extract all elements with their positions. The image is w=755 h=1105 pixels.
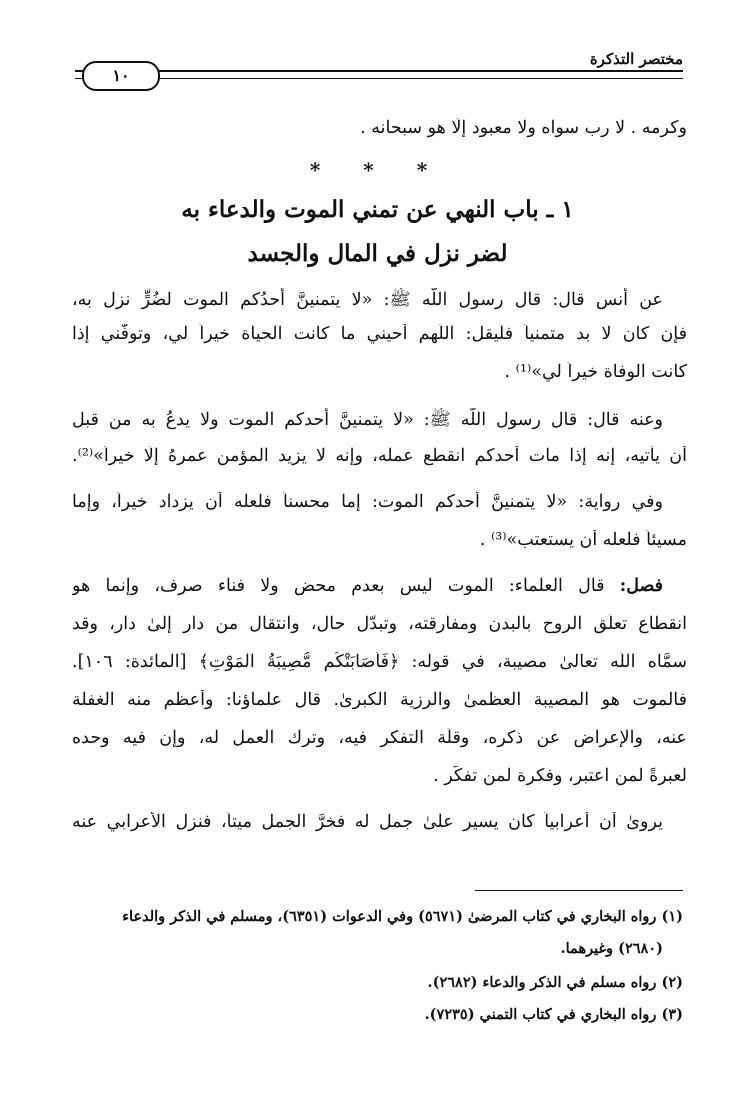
text-line: أن يأتيه، إنه إذا مات أحدكم انقطع عمله، وإنه لا يزيد المؤمن عمرهُ إلَّا خيراً»⁽²⁾. [72,446,687,466]
chapter-heading-line-1: ١ ـ باب النهي عن تمني الموت والدعاء به [181,196,574,223]
header-rule-thick [75,70,683,72]
text-line: وفي رواية: «لا يتمنينَّ أحدكم الموت: إما محسناً فلعله أن يزداد خيراً، وإما [72,492,663,512]
text-line: يروىٰ أن أعرابياً كان يسير علىٰ جمل له فخرَّ الجمل ميتاً، فنزل الأعرابي عنه [72,812,663,832]
chapter-heading-line-2: لضر نزل في المال والجسد [247,240,508,267]
text-line: وكرمه . لا رب سواه ولا معبود إلَّا هو سبحانه . [360,118,687,138]
text-line: وعنه قال: قال رسول اللّه ﷺ: «لا يتمنينَّ أحدكم الموت ولا يدعُ به من قبل [72,410,663,430]
text-line: كانت الوفاة خيراً لي»⁽¹⁾ . [504,362,687,382]
footnote-1-line-2: (٢٦٨٠) وغيرهما. [560,940,663,957]
text-line: فالموت هو المصيبة العظمىٰ والرزية الكبرىٰ. قال علماؤنا: وأعظم منه الغفلة [72,690,687,710]
text-line: عن أنس قال: قال رسول اللّه ﷺ: «لا يتمنينَّ أحدُكم الموت لضُرٍّ نزل به، [72,290,663,310]
section-lead: فصل: [619,576,663,596]
footnote-2: (٢) رواه مسلم في الذكر والدعاء (٢٦٨٢). [427,974,683,991]
footnote-separator [475,890,683,891]
section-separator-stars: * * * [309,158,446,182]
text-line: لعبرةً لمن اعتبر، وفكرة لمن تفكّر . [433,766,687,786]
text-line: فإن كان لا بد متمنياً فليقل: اللّهم أحيني ما كانت الحياة خيراً لي، وتوفّني إذا [72,324,687,344]
text-line: انقطاع تعلّق الروح بالبدن ومفارقته، وتبدّل حال، وانتقال من دار إلىٰ دار، وقد [72,614,687,634]
header-rule-thin [75,78,683,79]
text-line: سمَّاه اللّه تعالىٰ مصيبة، في قوله: ﴿فَأَصَابَتْكُم مُّصِيبَةُ الْمَوْتِ﴾ [المائدة: ١٠٦]. [72,652,687,672]
text-line: مسيئاً فلعله أن يستعتب»⁽³⁾ . [479,530,687,550]
footnote-1-line-1: (١) رواه البخاري في كتاب المرضىٰ (٥٦٧١) وفي الدعوات (٦٣٥١)، ومسلم في الذكر والدعاء [122,908,683,925]
running-title: مختصر التذكرة [589,50,683,68]
footnote-3: (٣) رواه البخاري في كتاب التمني (٧٢٣٥). [424,1006,683,1023]
text-span: قال العلماء: الموت ليس بعدم محض ولا فناء صرف، وإنما هو [72,576,620,596]
text-line [72,576,663,596]
page-number: ١٠ [82,61,160,91]
text-line: عنه، والإعراض عن ذكره، وقلّة التفكر فيه، وترك العمل له، وإن فيه وحده [72,728,687,748]
